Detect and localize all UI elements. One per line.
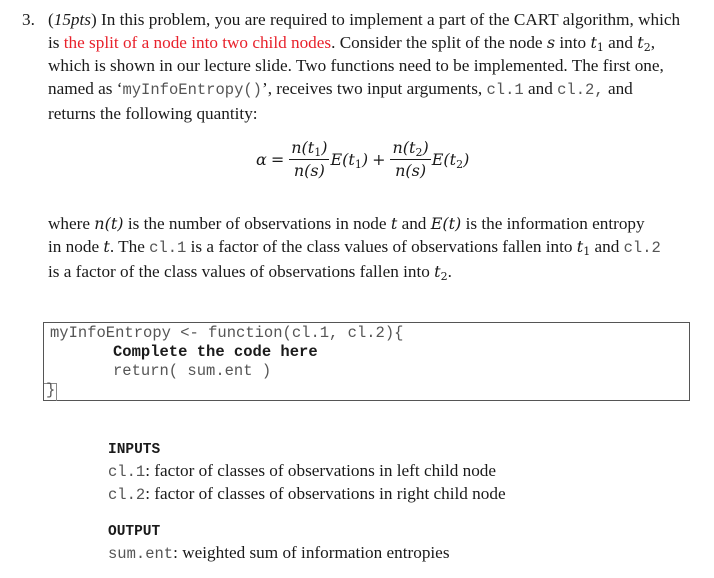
- math-t1: [590, 33, 603, 52]
- numerator-2: [390, 138, 430, 160]
- explanation-line-3: [48, 260, 708, 283]
- text: n(t: [291, 138, 315, 157]
- output-desc: : weighted sum of information entropies: [173, 543, 450, 562]
- math-nt: n(t): [94, 214, 124, 233]
- text: ): [361, 150, 369, 169]
- code-block: [43, 322, 690, 401]
- text: where: [48, 214, 95, 233]
- entropy-t1: [330, 150, 368, 169]
- subscript: 1: [596, 41, 604, 54]
- text: is the information entropy: [461, 214, 645, 233]
- subscript: 1: [583, 245, 591, 258]
- input-item-cl2: [108, 483, 506, 506]
- text: ): [422, 138, 429, 157]
- text: and: [397, 214, 431, 233]
- text: . The: [109, 237, 150, 256]
- math-t1: [577, 237, 590, 256]
- t-symbol: t: [434, 262, 441, 281]
- plus-sign: +: [372, 150, 386, 169]
- inputs-heading: INPUTS: [108, 442, 161, 458]
- text: and: [603, 79, 633, 98]
- input-desc: : factor of classes of observations in left child node: [145, 461, 497, 480]
- output-item-sum-ent: [108, 542, 450, 565]
- problem-intro: [48, 8, 708, 125]
- text: E(t: [431, 150, 457, 169]
- text: is a factor of the class values of observations fallen into: [186, 237, 577, 256]
- text: ,: [650, 33, 656, 52]
- points-label: 15pts: [53, 10, 91, 29]
- code-line-placeholder: Complete the code here: [113, 343, 318, 361]
- t-symbol: t: [637, 33, 644, 52]
- text: ): [321, 138, 328, 157]
- text: E(t: [330, 150, 355, 169]
- code-line-signature: myInfoEntropy <- function(cl.1, cl.2){: [50, 324, 404, 342]
- fraction-1: [289, 138, 329, 181]
- math-et: E(t): [430, 214, 462, 233]
- text: . Consider the split of the node: [331, 33, 547, 52]
- text: and: [603, 33, 638, 52]
- text: n(t: [392, 138, 416, 157]
- text: is a factor of the class values of observations fallen into: [48, 262, 435, 281]
- t-symbol: t: [576, 237, 584, 256]
- subscript: 2: [643, 41, 651, 54]
- function-name: myInfoEntropy(): [122, 81, 262, 99]
- t-symbol: t: [590, 33, 597, 52]
- text: ’, receives two input arguments,: [261, 79, 487, 98]
- text: into: [555, 33, 591, 52]
- text: and: [523, 79, 558, 98]
- denominator-1: n(s): [293, 161, 325, 180]
- input-desc: : factor of classes of observations in right child node: [145, 484, 506, 503]
- math-t2: [637, 33, 650, 52]
- text: in node: [48, 237, 104, 256]
- explanation-paragraph: [48, 212, 708, 283]
- math-t: t: [390, 214, 398, 233]
- math-s: s: [546, 33, 556, 52]
- denominator-2: n(s): [395, 161, 427, 180]
- subscript: 2: [415, 146, 423, 159]
- numerator-1: [289, 138, 329, 160]
- intro-line-2: [48, 31, 708, 54]
- inputs-section: [108, 440, 506, 506]
- text: and: [590, 237, 624, 256]
- code-line-return: return( sum.ent ): [113, 362, 272, 380]
- text: .: [447, 262, 452, 281]
- entropy-t2: [432, 150, 470, 169]
- input-name: cl.2: [108, 486, 146, 504]
- output-section: [108, 522, 450, 565]
- text: named as ‘: [48, 79, 123, 98]
- equals-sign: =: [270, 150, 285, 169]
- intro-line-1-text: ) In this problem, you are required to implement a part of the CART algorithm, which: [90, 10, 681, 29]
- fraction-2: [390, 138, 430, 181]
- code-line-closing-brace: }: [46, 381, 56, 399]
- problem-number: 3.: [22, 10, 35, 29]
- paren-open: (: [48, 10, 54, 29]
- explanation-line-1: [48, 212, 708, 235]
- input-item-cl1: [108, 460, 506, 483]
- intro-line-5: returns the following quantity:: [48, 104, 258, 123]
- arg-cl2: cl.2: [623, 239, 661, 257]
- text: is the number of observations in node: [123, 214, 391, 233]
- alpha-formula: [256, 138, 469, 181]
- arg-cl1: cl.1: [149, 239, 187, 257]
- arg-cl2: cl.2,: [557, 81, 604, 99]
- subscript: 2: [456, 158, 464, 171]
- intro-line-4: [48, 77, 708, 102]
- highlighted-phrase: the split of a node into two child nodes: [63, 33, 332, 52]
- text: ): [463, 150, 470, 169]
- math-t: t: [103, 237, 110, 256]
- explanation-line-2: [48, 235, 708, 260]
- math-t2: [434, 262, 447, 281]
- intro-line-3: which is shown in our lecture slide. Two functions need to be implemented. The first one,: [48, 56, 664, 75]
- subscript: 2: [440, 270, 448, 283]
- input-name: cl.1: [108, 463, 146, 481]
- text: is: [48, 33, 64, 52]
- subscript: 1: [354, 158, 362, 171]
- arg-cl1: cl.1: [486, 81, 524, 99]
- output-name: sum.ent: [108, 545, 174, 563]
- intro-line-1: [48, 8, 708, 31]
- subscript: 1: [314, 146, 322, 159]
- alpha-symbol: α: [256, 150, 267, 169]
- output-heading: OUTPUT: [108, 524, 161, 540]
